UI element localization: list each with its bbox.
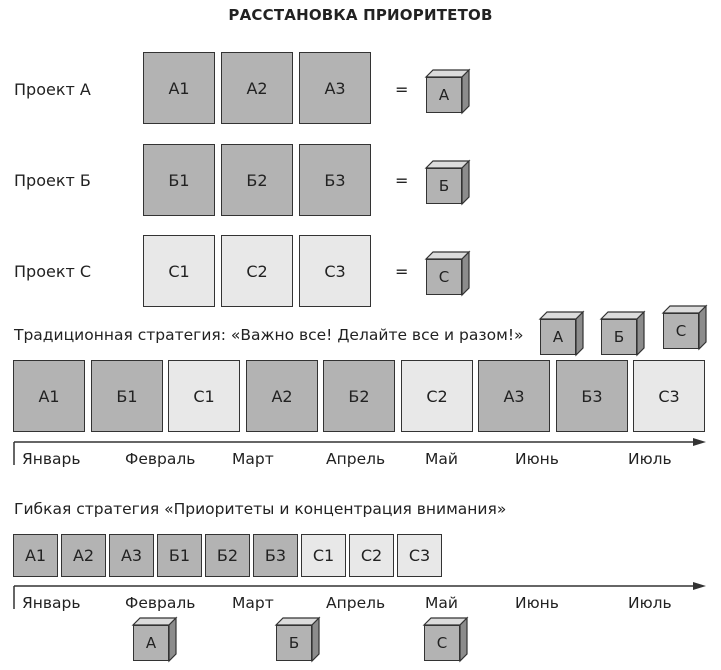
flexible-task: А1 [13, 534, 58, 577]
month-label: Апрель [326, 594, 386, 612]
project-b-label: Проект Б [14, 171, 91, 190]
traditional-result-cube-c [663, 306, 706, 349]
traditional-result-cube-b [601, 312, 644, 355]
cube-side-face [462, 161, 469, 204]
traditional-task: Б3 [556, 360, 628, 432]
traditional-task: С2 [401, 360, 473, 432]
flexible-strategy-caption: Гибкая стратегия «Приоритеты и концентрация внимания» [14, 500, 507, 518]
flexible-task: Б3 [253, 534, 298, 577]
month-label: Июль [628, 450, 672, 468]
month-label: Май [425, 450, 458, 468]
traditional-task: А2 [246, 360, 318, 432]
cube-side-face [462, 70, 469, 113]
cube-label: Б [276, 625, 312, 661]
flexible-result-cube-a [133, 618, 176, 661]
flexible-result-cube-b [276, 618, 319, 661]
cube-label: С [424, 625, 460, 661]
month-label: Июнь [515, 594, 559, 612]
cube-side-face [637, 312, 644, 355]
traditional-task: А1 [13, 360, 85, 432]
equals-sign: = [395, 171, 409, 190]
task-b3: Б3 [299, 144, 371, 216]
cube-side-face [460, 618, 467, 661]
month-label: Январь [22, 450, 81, 468]
result-cube-b [426, 161, 469, 204]
equals-sign: = [395, 262, 409, 281]
task-b2: Б2 [221, 144, 293, 216]
traditional-result-cube-a [540, 312, 583, 355]
flexible-task: С1 [301, 534, 346, 577]
cube-label: С [663, 313, 699, 349]
cube-side-face [462, 252, 469, 295]
project-a-label: Проект А [14, 80, 91, 99]
cube-label: А [133, 625, 169, 661]
traditional-task: Б1 [91, 360, 163, 432]
result-cube-a [426, 70, 469, 113]
equals-sign: = [395, 80, 409, 99]
flexible-task: С3 [397, 534, 442, 577]
cube-label: А [426, 77, 462, 113]
month-label: Июнь [515, 450, 559, 468]
cube-side-face [699, 306, 706, 349]
diagram-title: РАССТАНОВКА ПРИОРИТЕТОВ [228, 6, 493, 24]
month-label: Март [232, 450, 274, 468]
month-label: Май [425, 594, 458, 612]
cube-side-face [576, 312, 583, 355]
month-label: Апрель [326, 450, 386, 468]
traditional-task: Б2 [323, 360, 395, 432]
cube-label: С [426, 259, 462, 295]
month-label: Февраль [125, 450, 196, 468]
result-cube-c [426, 252, 469, 295]
traditional-task: С1 [168, 360, 240, 432]
task-a2: А2 [221, 52, 293, 124]
cube-side-face [312, 618, 319, 661]
flexible-task: А2 [61, 534, 106, 577]
traditional-task: С3 [633, 360, 705, 432]
cube-label: Б [601, 319, 637, 355]
flexible-task: Б1 [157, 534, 202, 577]
flexible-result-cube-c [424, 618, 467, 661]
flexible-task: Б2 [205, 534, 250, 577]
month-label: Март [232, 594, 274, 612]
task-a1: А1 [143, 52, 215, 124]
traditional-task: А3 [478, 360, 550, 432]
month-label: Февраль [125, 594, 196, 612]
task-a3: А3 [299, 52, 371, 124]
project-c-label: Проект С [14, 262, 92, 281]
task-b1: Б1 [143, 144, 215, 216]
task-c3: С3 [299, 235, 371, 307]
flexible-task: С2 [349, 534, 394, 577]
task-c1: С1 [143, 235, 215, 307]
cube-label: А [540, 319, 576, 355]
month-label: Июль [628, 594, 672, 612]
task-c2: С2 [221, 235, 293, 307]
traditional-strategy-caption: Традиционная стратегия: «Важно все! Делайте все и разом!» [14, 326, 524, 344]
flexible-task: А3 [109, 534, 154, 577]
cube-label: Б [426, 168, 462, 204]
month-label: Январь [22, 594, 81, 612]
cube-side-face [169, 618, 176, 661]
